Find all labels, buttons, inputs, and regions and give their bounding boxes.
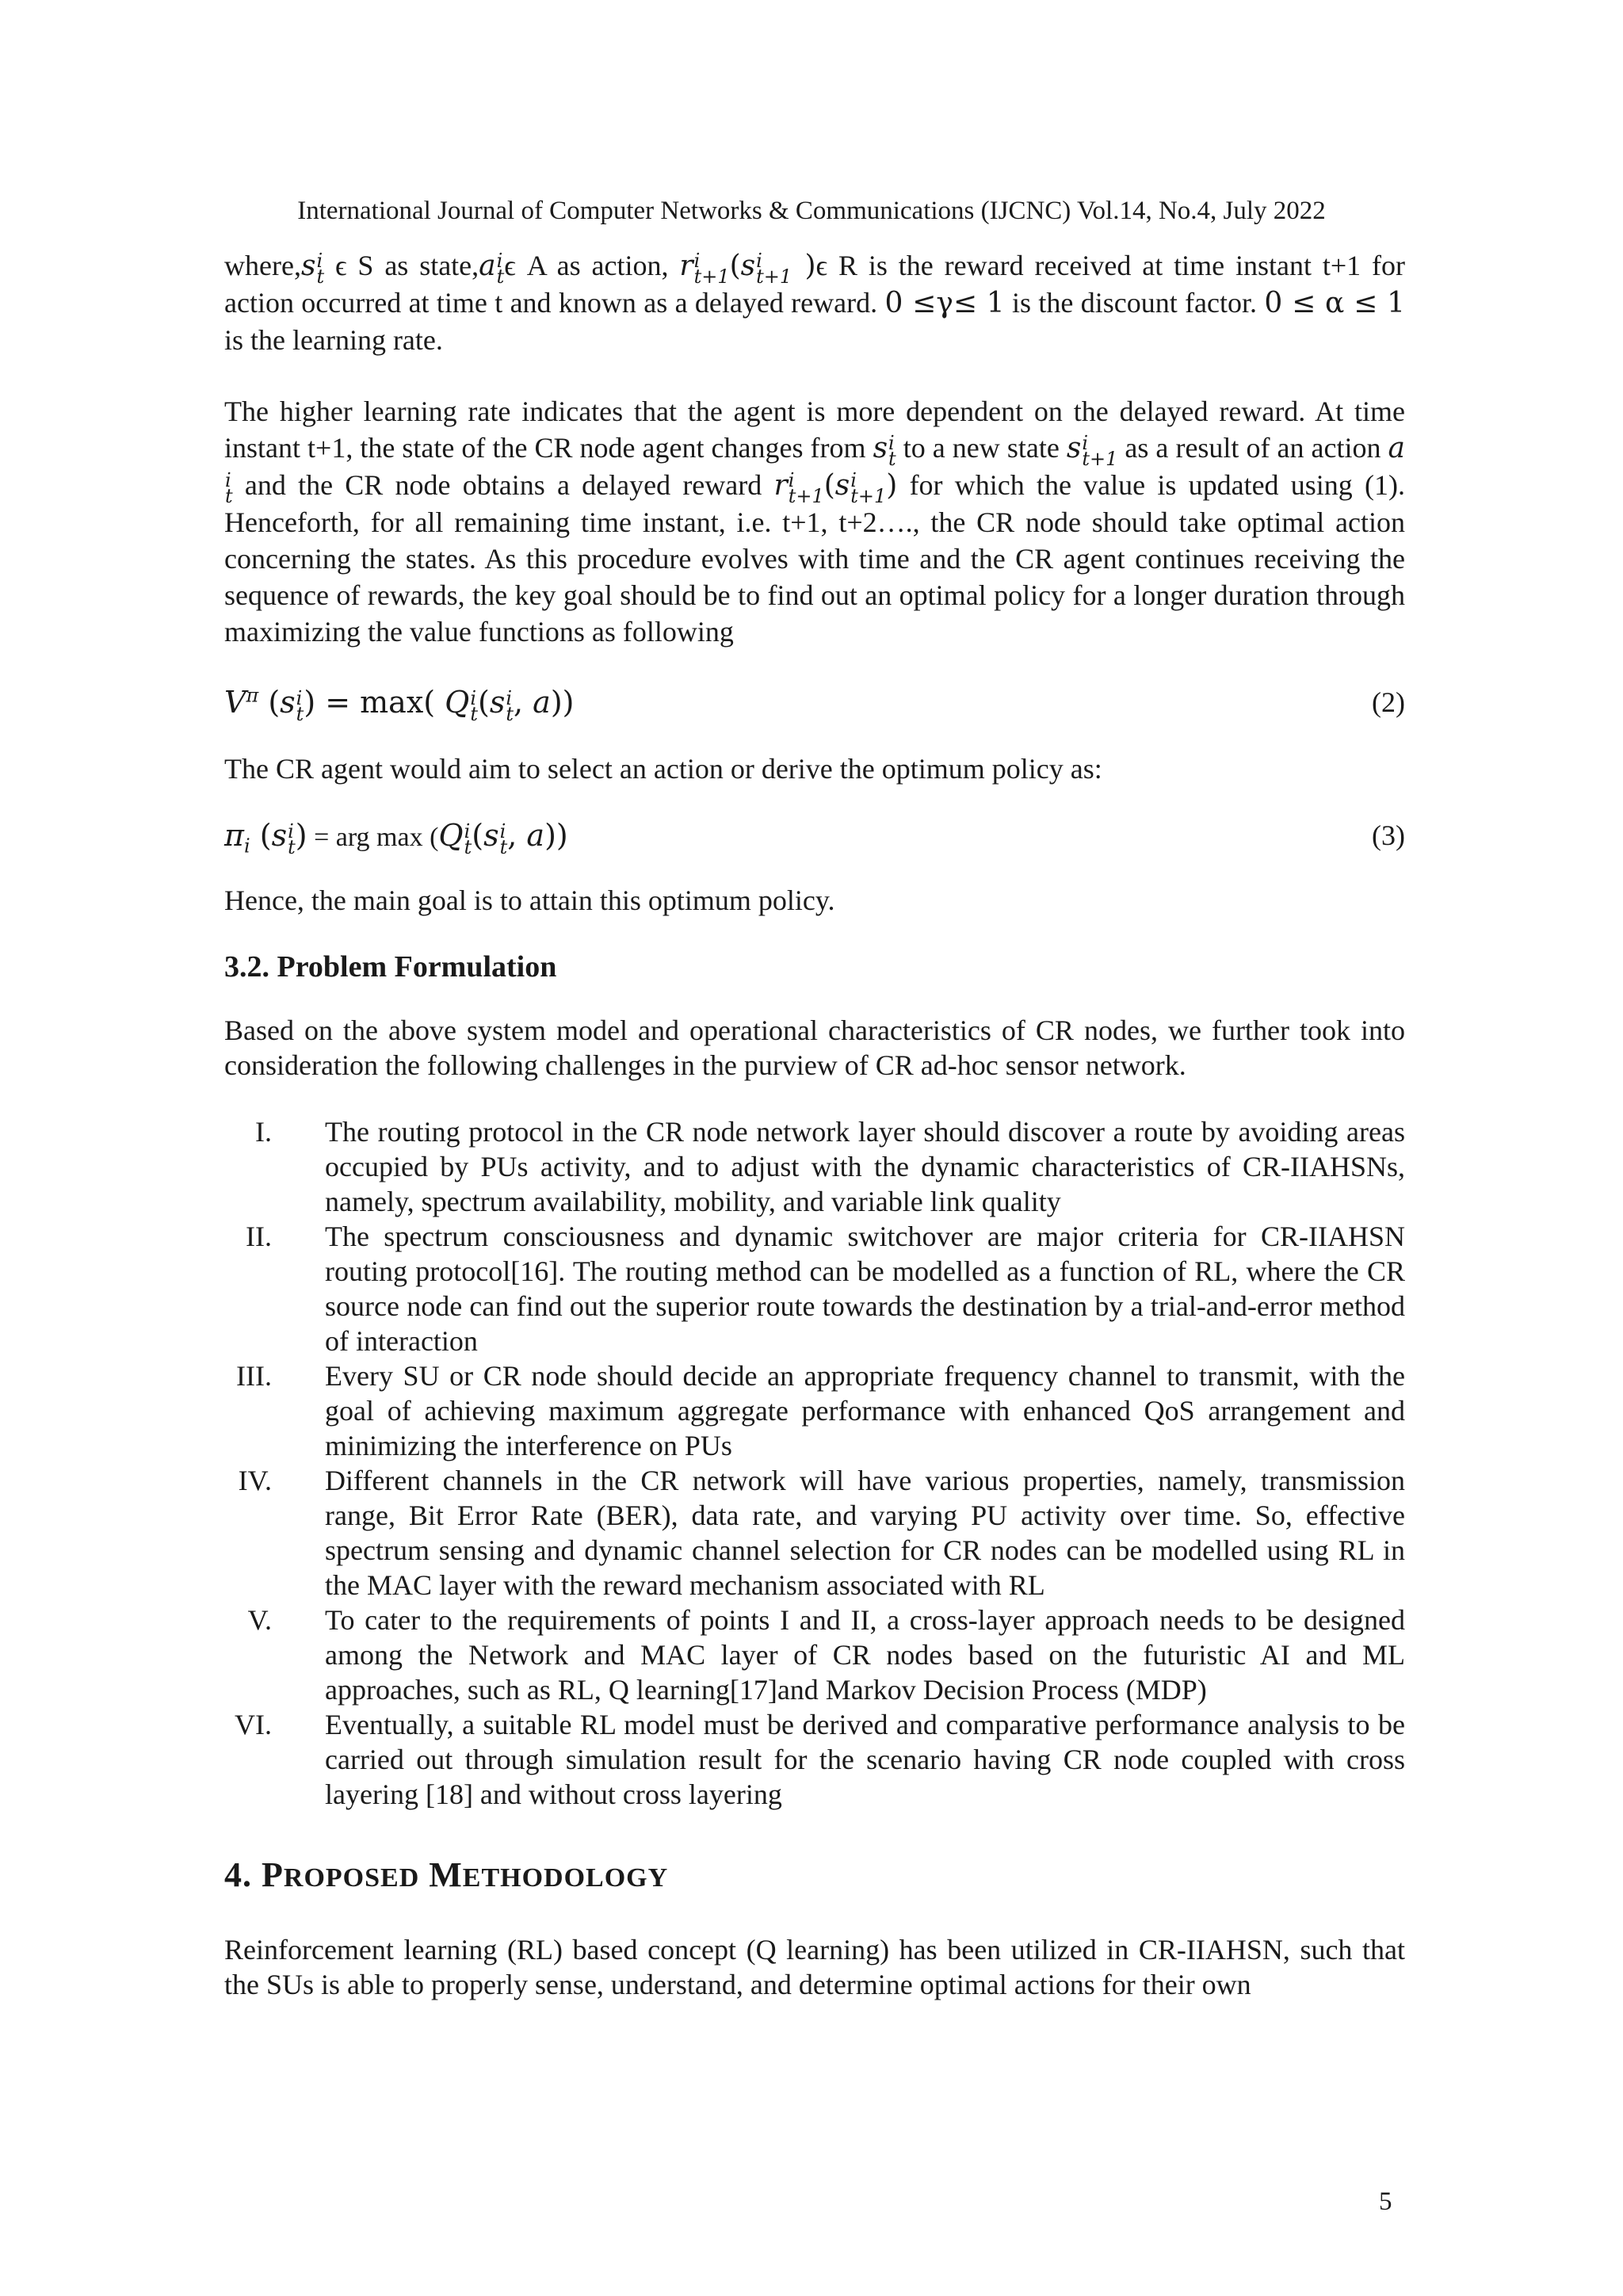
paragraph-rl-intro: Reinforcement learning (RL) based concept (Q learning) has been utilized in CR-IIAHSN, such that the SUs is able to properly sense, understand, and determine optimal actions for their own xyxy=(224,1934,1405,2000)
journal-header: International Journal of Computer Networks & Communications (IJCNC) Vol.14, No.4, July 2022 xyxy=(297,197,1326,225)
challenges-list xyxy=(224,1114,1405,1812)
equation-number: (2) xyxy=(1372,686,1405,718)
list-item: VI. Eventually, a suitable RL model must be derived and comparative performance analysis to be carried out through simulation result for the scenario having CR node coupled with cross layering [18] and without cross layering xyxy=(235,1709,1405,1810)
paragraph-agent-aim: The CR agent would aim to select an action or derive the optimum policy as: xyxy=(224,753,1102,785)
paragraph-definitions: where,s i t ϵ S as state,a i t ϵ A as action, r i t+1 (s i t+1 )ϵ R is the reward received at time instant t+1 for action occurred at time t and known as a delayed reward. 0 ≤γ≤ 1 is the discount factor. 0 ≤ α ≤ 1 is the learning rate. xyxy=(224,250,1405,356)
section-heading-3-2: 3.2. Problem Formulation xyxy=(224,950,557,984)
list-item: III. Every SU or CR node should decide an appropriate frequency channel to transmit, with the goal of achieving maximum aggregate performance with enhanced QoS arrangement and minimizing the interference on PUs xyxy=(236,1360,1405,1461)
equation-3: $\pi_i$ (s i t ) = arg max (Q i t (s i t , a)) (3) xyxy=(224,815,1405,856)
section-heading-4: 4. PROPOSED METHODOLOGY xyxy=(224,1855,669,1894)
equation-2: $V^\pi$ (s i t ) = max( Q i t (s i t , a)) (2) xyxy=(224,682,1405,723)
list-item: IV. Different channels in the CR network will have various properties, namely, transmission range, Bit Error Rate (BER), data rate, and varying PU activity over time. So, effective spectrum sensing and dynamic channel selection for CR nodes can be modelled using RL in the MAC layer with the reward mechanism associated with RL xyxy=(238,1465,1405,1601)
paragraph-learning-rate: The higher learning rate indicates that the agent is more dependent on the delayed reward. At time instant t+1, the state of the CR node agent changes from s i t to a new state s i t+1 as a result of an action a i t and the CR node obtains a delayed reward r i t+1 (s i t+1 ) for which the value is updated using (1). Henceforth, for all remaining time instant, i.e. t+1, t+2…., the CR node should take optimal action concerning the states. As this procedure evolves with time and the CR agent continues receiving the sequence of rewards, the key goal should be to find out an optimal policy for a longer duration through maximizing the value functions as following xyxy=(224,395,1405,648)
list-item: II. The spectrum consciousness and dynamic switchover are major criteria for CR-IIAHSN routing protocol[16]. The routing method can be modelled as a function of RL, where the CR source node can find out the superior route towards the destination by a trial-and-error method of interaction xyxy=(246,1221,1405,1357)
page-number: 5 xyxy=(1379,2187,1392,2216)
paragraph-challenges-intro: Based on the above system model and operational characteristics of CR nodes, we further took into consideration the following challenges in the purview of CR ad-hoc sensor network. xyxy=(224,1014,1405,1081)
equation-number: (3) xyxy=(1372,819,1405,851)
paragraph-main-goal: Hence, the main goal is to attain this optimum policy. xyxy=(224,884,835,916)
list-item: I. The routing protocol in the CR node network layer should discover a route by avoiding areas occupied by PUs activity, and to adjust with the dynamic characteristics of CR-IIAHSNs, namely, spectrum availability, mobility, and variable link quality xyxy=(255,1116,1405,1217)
page-content xyxy=(224,247,1405,2002)
list-item: V. To cater to the requirements of points I and II, a cross-layer approach needs to be designed among the Network and MAC layer of CR nodes based on the futuristic AI and ML approaches, such as RL, Q learning[17]and Markov Decision Process (MDP) xyxy=(247,1604,1405,1706)
